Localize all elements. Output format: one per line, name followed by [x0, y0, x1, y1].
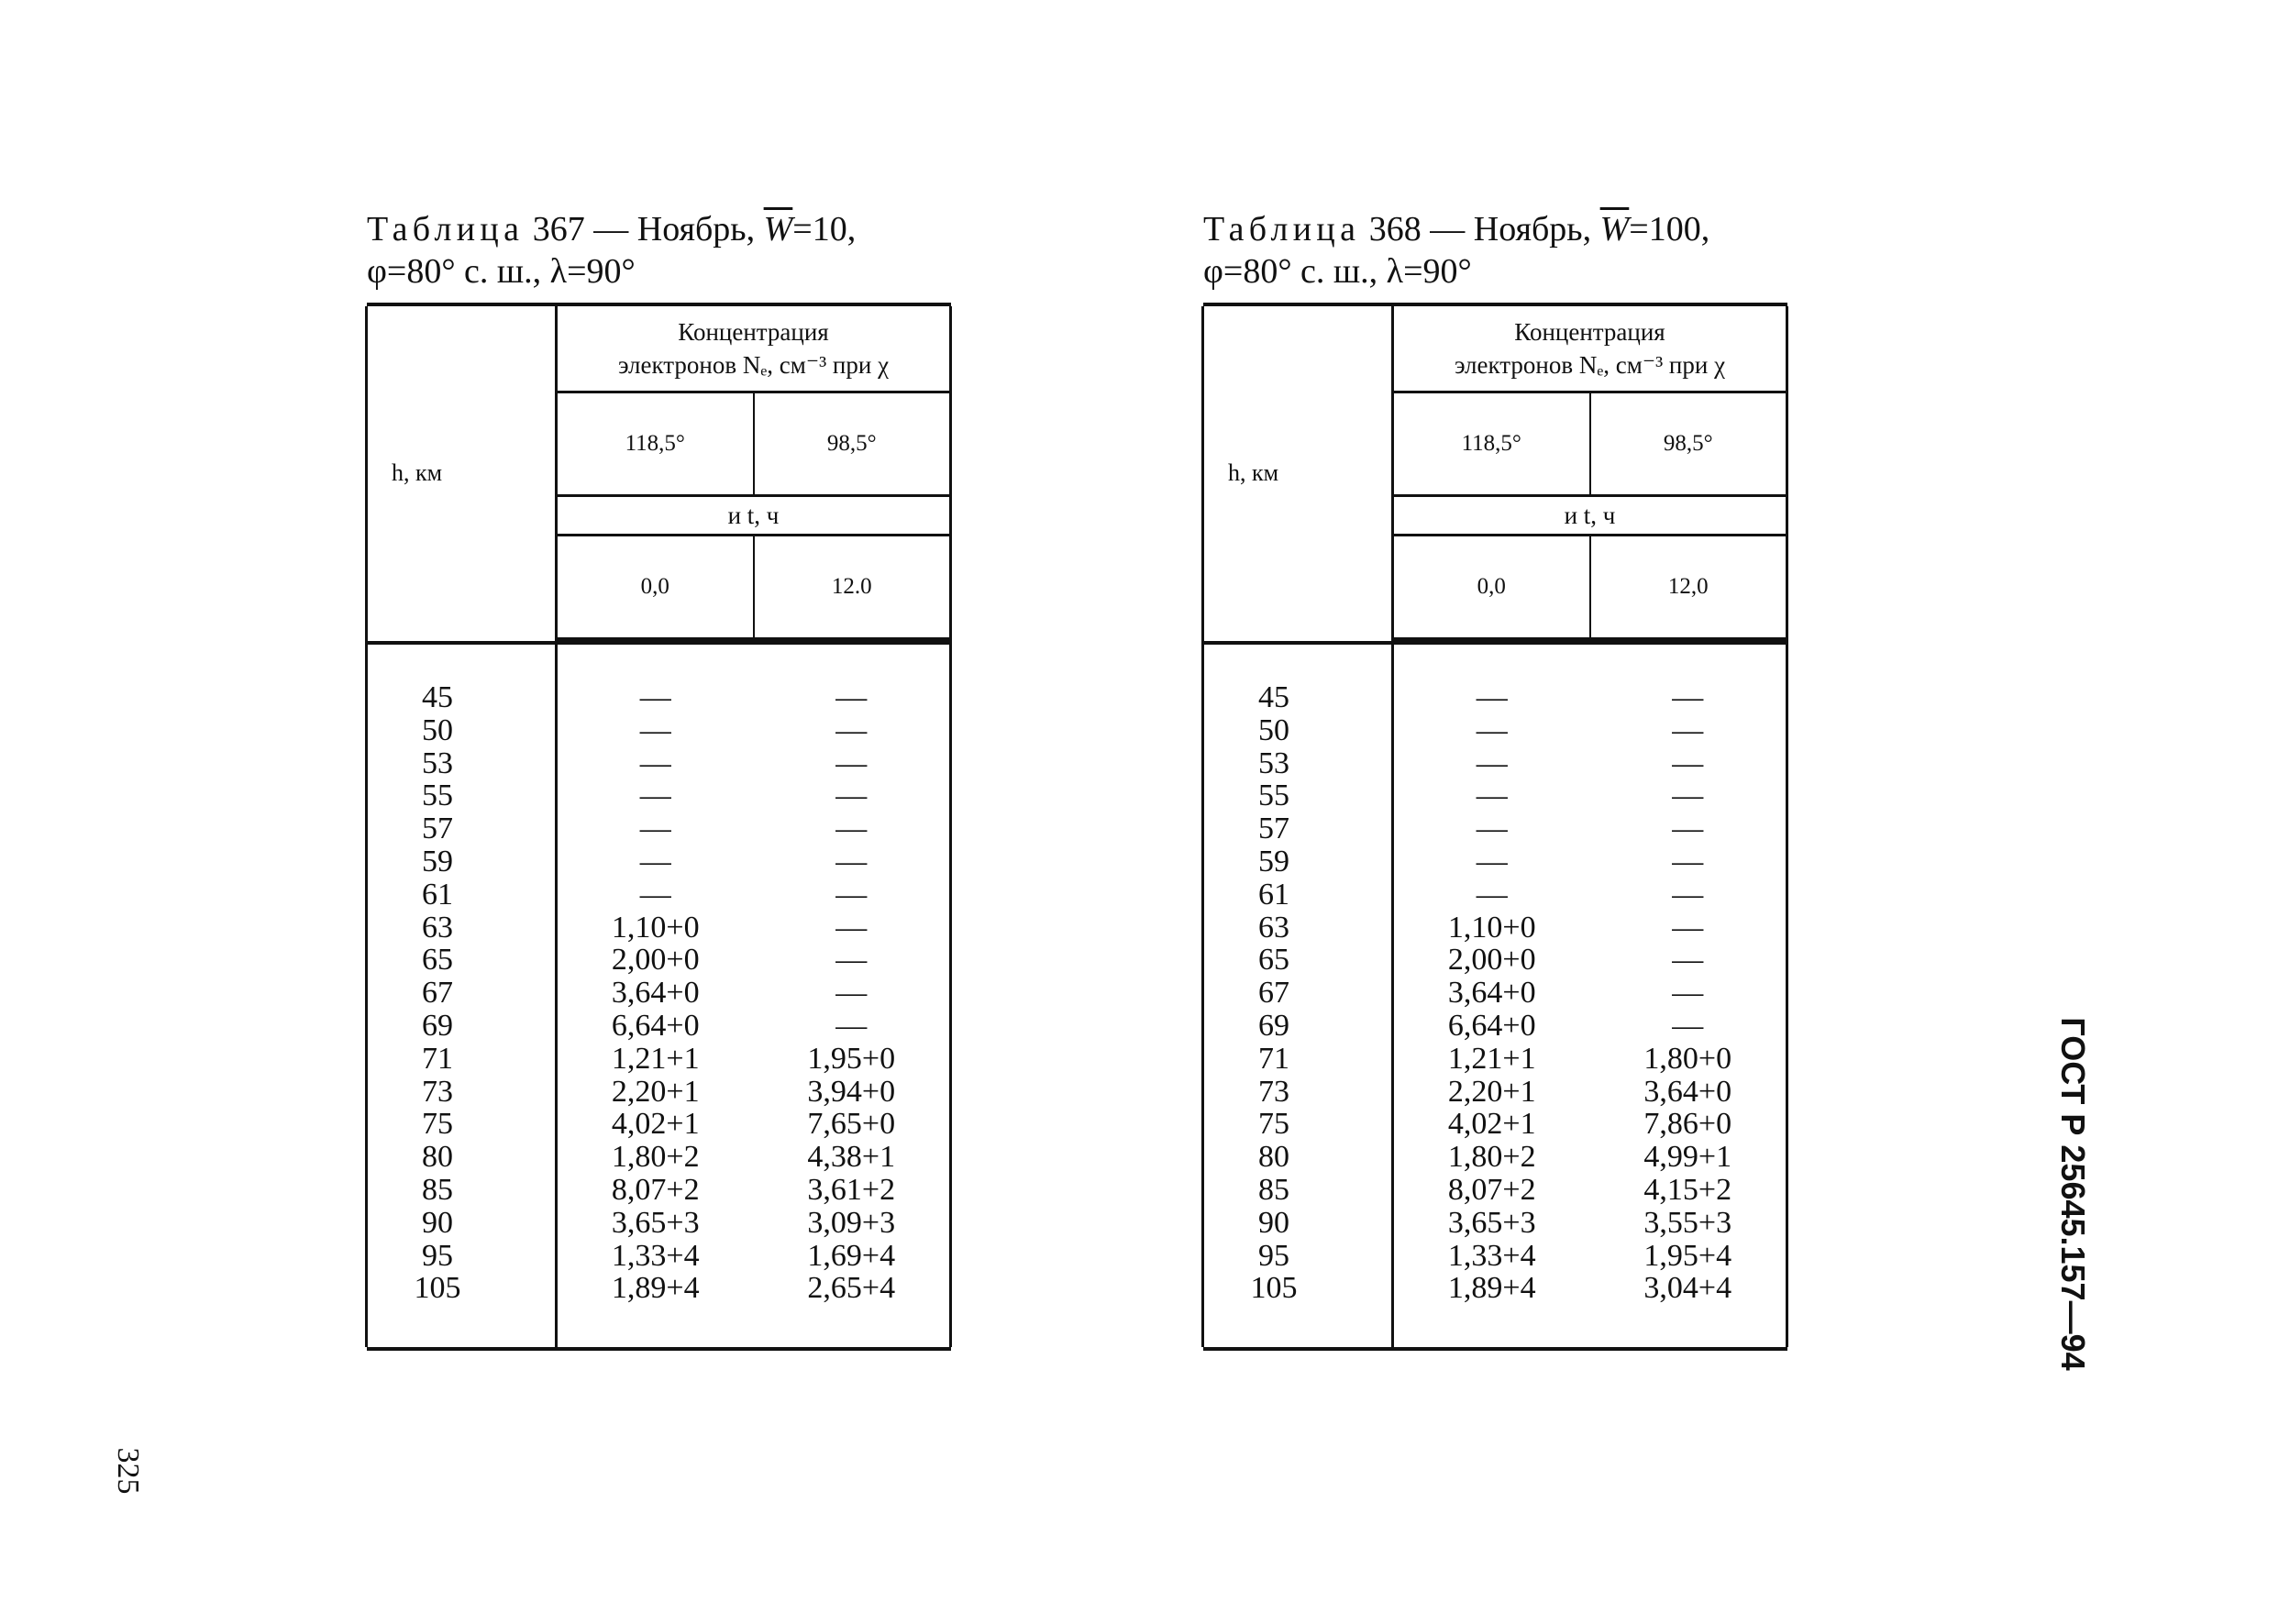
value-b-cell: 1,69+4 — [754, 1240, 951, 1273]
value-b-cell: — — [754, 779, 951, 812]
w-value: =100, — [1629, 210, 1710, 249]
table-row — [367, 878, 951, 911]
table-368-block — [1201, 209, 1798, 1351]
table-row — [367, 1272, 951, 1305]
table-row — [367, 1010, 951, 1043]
h-cell: 61 — [367, 878, 557, 911]
t-b: 12.0 — [754, 536, 951, 640]
table-row — [367, 944, 951, 977]
value-b-cell: 3,61+2 — [754, 1174, 951, 1207]
value-b-cell: — — [1590, 845, 1787, 878]
value-b-cell: — — [754, 845, 951, 878]
value-a-cell: — — [557, 681, 754, 714]
table-row — [367, 1174, 951, 1207]
value-a-cell: 3,64+0 — [1393, 977, 1590, 1010]
h-cell: 80 — [1203, 1141, 1393, 1174]
value-a-cell: 1,10+0 — [557, 911, 754, 945]
table-row — [1203, 845, 1787, 878]
value-b-cell: — — [754, 747, 951, 780]
value-b-cell: — — [754, 977, 951, 1010]
value-b-cell: — — [1590, 747, 1787, 780]
value-b-cell: 4,15+2 — [1590, 1174, 1787, 1207]
h-cell: 75 — [1203, 1108, 1393, 1141]
table-row — [367, 977, 951, 1010]
table-row — [1203, 1108, 1787, 1141]
table-row — [367, 1108, 951, 1141]
value-a-cell: 6,64+0 — [557, 1010, 754, 1043]
table-367-header — [367, 304, 951, 681]
value-a-cell: — — [557, 878, 754, 911]
table-row — [367, 714, 951, 747]
table-row — [367, 845, 951, 878]
table-row — [367, 1240, 951, 1273]
table-row — [1203, 1272, 1787, 1305]
value-b-cell: — — [754, 714, 951, 747]
value-b-cell: — — [1590, 977, 1787, 1010]
value-a-cell: 1,21+1 — [557, 1043, 754, 1076]
value-a-cell: — — [1393, 845, 1590, 878]
table-367-body — [367, 681, 951, 1305]
h-cell: 73 — [1203, 1076, 1393, 1109]
caption-rest: 367 — Ноябрь, — [532, 210, 756, 249]
value-a-cell: 8,07+2 — [557, 1174, 754, 1207]
value-b-cell: — — [1590, 911, 1787, 945]
value-a-cell: 3,64+0 — [557, 977, 754, 1010]
h-cell: 80 — [367, 1141, 557, 1174]
table-row — [1203, 878, 1787, 911]
caption-line2: φ=80° с. ш., λ=90° — [367, 252, 636, 291]
value-b-cell: 4,38+1 — [754, 1141, 951, 1174]
value-b-cell: 1,80+0 — [1590, 1043, 1787, 1076]
h-cell: 53 — [1203, 747, 1393, 780]
table-368 — [1201, 303, 1788, 1351]
h-cell: 85 — [1203, 1174, 1393, 1207]
value-b-cell: — — [1590, 878, 1787, 911]
value-b-cell: — — [754, 911, 951, 945]
table-row — [1203, 944, 1787, 977]
value-a-cell: — — [1393, 747, 1590, 780]
table-368-caption — [1203, 209, 1798, 249]
h-cell: 55 — [1203, 779, 1393, 812]
h-cell: 59 — [367, 845, 557, 878]
h-cell: 90 — [367, 1207, 557, 1240]
value-b-cell: 3,04+4 — [1590, 1272, 1787, 1305]
table-row — [1203, 977, 1787, 1010]
h-cell: 50 — [1203, 714, 1393, 747]
gost-designation: ГОСТ Р 25645.157—94 — [2054, 1017, 2092, 1371]
value-a-cell: 1,10+0 — [1393, 911, 1590, 945]
caption-word: Таблица — [367, 210, 525, 249]
h-cell: 67 — [1203, 977, 1393, 1010]
h-cell: 105 — [1203, 1272, 1393, 1305]
value-a-cell: 1,80+2 — [557, 1141, 754, 1174]
h-cell: 85 — [367, 1174, 557, 1207]
value-b-cell: 7,86+0 — [1590, 1108, 1787, 1141]
value-b-cell: — — [754, 1010, 951, 1043]
table-367-caption — [367, 209, 961, 249]
table-row — [1203, 1174, 1787, 1207]
table-row — [1203, 911, 1787, 945]
h-cell: 45 — [1203, 681, 1393, 714]
value-b-cell: — — [1590, 1010, 1787, 1043]
value-a-cell: 2,20+1 — [1393, 1076, 1590, 1109]
t-a: 0,0 — [1393, 536, 1590, 640]
chi-a: 118,5° — [557, 392, 754, 496]
h-cell: 90 — [1203, 1207, 1393, 1240]
value-a-cell: 2,00+0 — [557, 944, 754, 977]
caption-rest: 368 — Ноябрь, — [1368, 210, 1592, 249]
h-cell: 55 — [367, 779, 557, 812]
and-t: и t, ч — [1393, 496, 1787, 536]
h-cell: 67 — [367, 977, 557, 1010]
value-a-cell: 1,80+2 — [1393, 1141, 1590, 1174]
value-b-cell: 1,95+0 — [754, 1043, 951, 1076]
value-b-cell: — — [754, 681, 951, 714]
h-cell: 65 — [367, 944, 557, 977]
value-b-cell: 3,64+0 — [1590, 1076, 1787, 1109]
value-b-cell: — — [754, 812, 951, 845]
table-row — [1203, 1010, 1787, 1043]
h-cell: 69 — [1203, 1010, 1393, 1043]
h-cell: 105 — [367, 1272, 557, 1305]
table-row — [1203, 1240, 1787, 1273]
value-a-cell: 3,65+3 — [1393, 1207, 1590, 1240]
table-367 — [365, 303, 952, 1351]
w-value: =10, — [792, 210, 857, 249]
value-b-cell: — — [1590, 681, 1787, 714]
chi-b: 98,5° — [1590, 392, 1787, 496]
table-row — [367, 681, 951, 714]
h-cell: 63 — [367, 911, 557, 945]
table-row — [1203, 747, 1787, 780]
table-368-header — [1203, 304, 1787, 681]
table-row — [1203, 714, 1787, 747]
table-row — [367, 911, 951, 945]
h-cell: 57 — [1203, 812, 1393, 845]
table-row — [1203, 779, 1787, 812]
h-cell: 95 — [1203, 1240, 1393, 1273]
h-cell: 53 — [367, 747, 557, 780]
value-a-cell: 4,02+1 — [1393, 1108, 1590, 1141]
value-a-cell: 1,89+4 — [1393, 1272, 1590, 1305]
caption-line2: φ=80° с. ш., λ=90° — [1203, 252, 1472, 291]
value-a-cell: 1,33+4 — [1393, 1240, 1590, 1273]
table-row — [367, 812, 951, 845]
header-h: h, км — [367, 306, 557, 639]
h-cell: 71 — [367, 1043, 557, 1076]
h-cell: 75 — [367, 1108, 557, 1141]
value-a-cell: 6,64+0 — [1393, 1010, 1590, 1043]
table-row — [1203, 1076, 1787, 1109]
value-b-cell: — — [754, 878, 951, 911]
value-b-cell: — — [1590, 779, 1787, 812]
h-cell: 57 — [367, 812, 557, 845]
table-row — [367, 1141, 951, 1174]
header-concentration — [1393, 306, 1787, 392]
h-cell: 63 — [1203, 911, 1393, 945]
value-a-cell: 2,00+0 — [1393, 944, 1590, 977]
value-a-cell: — — [557, 845, 754, 878]
header-conc-line1: Концентрация — [678, 318, 829, 346]
h-cell: 73 — [367, 1076, 557, 1109]
value-b-cell: 3,94+0 — [754, 1076, 951, 1109]
value-a-cell: — — [557, 812, 754, 845]
chi-a: 118,5° — [1393, 392, 1590, 496]
w-symbol: $\overline{W}$ — [763, 210, 793, 249]
table-row — [367, 1043, 951, 1076]
value-a-cell: 1,33+4 — [557, 1240, 754, 1273]
t-b: 12,0 — [1590, 536, 1787, 640]
value-b-cell: 2,65+4 — [754, 1272, 951, 1305]
table-row — [1203, 812, 1787, 845]
table-row — [1203, 681, 1787, 714]
value-b-cell: 1,95+4 — [1590, 1240, 1787, 1273]
page-number: 325 — [111, 1447, 145, 1495]
w-symbol: $\overline{W}$ — [1599, 210, 1630, 249]
value-a-cell: — — [1393, 812, 1590, 845]
header-concentration — [557, 306, 951, 392]
value-b-cell: 7,65+0 — [754, 1108, 951, 1141]
table-row — [367, 779, 951, 812]
h-cell: 69 — [367, 1010, 557, 1043]
value-b-cell: — — [1590, 714, 1787, 747]
table-row — [1203, 1141, 1787, 1174]
value-b-cell: — — [1590, 812, 1787, 845]
table-row — [1203, 1207, 1787, 1240]
table-row — [367, 747, 951, 780]
t-a: 0,0 — [557, 536, 754, 640]
value-b-cell: 3,55+3 — [1590, 1207, 1787, 1240]
h-cell: 95 — [367, 1240, 557, 1273]
chi-b: 98,5° — [754, 392, 951, 496]
caption-word: Таблица — [1203, 210, 1361, 249]
value-a-cell: — — [557, 714, 754, 747]
table-row — [367, 1207, 951, 1240]
value-a-cell: — — [1393, 681, 1590, 714]
value-a-cell: — — [1393, 779, 1590, 812]
table-row — [1203, 1043, 1787, 1076]
value-a-cell: — — [1393, 714, 1590, 747]
header-conc-line1: Концентрация — [1514, 318, 1665, 346]
h-cell: 50 — [367, 714, 557, 747]
and-t: и t, ч — [557, 496, 951, 536]
h-cell: 65 — [1203, 944, 1393, 977]
value-b-cell: — — [754, 944, 951, 977]
h-cell: 59 — [1203, 845, 1393, 878]
header-h: h, км — [1203, 306, 1393, 639]
value-a-cell: 4,02+1 — [557, 1108, 754, 1141]
h-cell: 61 — [1203, 878, 1393, 911]
h-cell: 71 — [1203, 1043, 1393, 1076]
table-367-block — [365, 209, 961, 1351]
value-b-cell: 4,99+1 — [1590, 1141, 1787, 1174]
value-a-cell: 3,65+3 — [557, 1207, 754, 1240]
h-cell: 45 — [367, 681, 557, 714]
value-a-cell: — — [1393, 878, 1590, 911]
value-b-cell: — — [1590, 944, 1787, 977]
table-row — [367, 1076, 951, 1109]
value-a-cell: — — [557, 747, 754, 780]
value-a-cell: — — [557, 779, 754, 812]
value-b-cell: 3,09+3 — [754, 1207, 951, 1240]
header-conc-line2: электронов Nₑ, см⁻³ при χ — [617, 351, 890, 379]
value-a-cell: 1,89+4 — [557, 1272, 754, 1305]
header-conc-line2: электронов Nₑ, см⁻³ при χ — [1454, 351, 1726, 379]
value-a-cell: 8,07+2 — [1393, 1174, 1590, 1207]
value-a-cell: 2,20+1 — [557, 1076, 754, 1109]
table-368-body — [1203, 681, 1787, 1305]
value-a-cell: 1,21+1 — [1393, 1043, 1590, 1076]
